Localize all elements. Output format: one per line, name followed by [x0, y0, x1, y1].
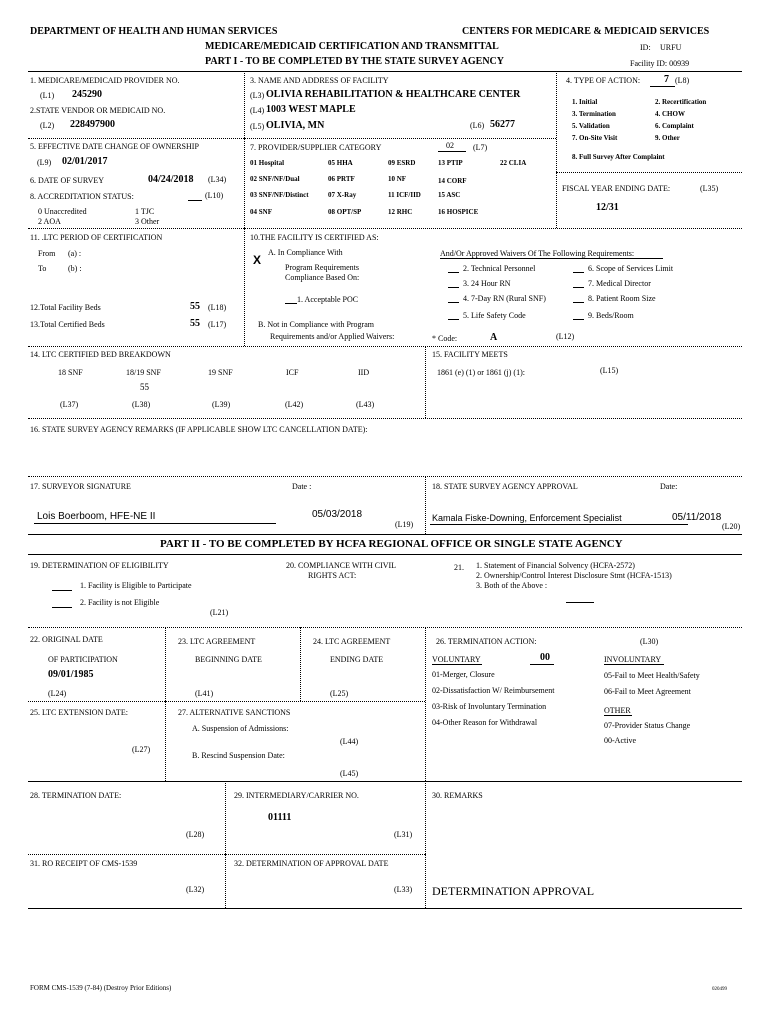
- s10-prog2: Compliance Based On:: [285, 273, 360, 282]
- s23-code: (L41): [195, 689, 214, 698]
- provider-category-value: 02: [446, 141, 454, 150]
- s27-a: A. Suspension of Admissions:: [192, 724, 289, 733]
- provider-no: 245290: [72, 89, 102, 100]
- s20-label: 20. COMPLIANCE WITH CIVIL: [286, 561, 397, 570]
- action-option: 2. Recertification: [655, 98, 707, 106]
- rule: [28, 554, 742, 555]
- divider: [244, 228, 245, 346]
- s24-label: 24. LTC AGREEMENT: [313, 637, 391, 646]
- surveyor-date: 05/03/2018: [312, 509, 363, 520]
- underline: [285, 303, 297, 304]
- divider: [28, 228, 742, 229]
- s16-label: 16. STATE SURVEY AGENCY REMARKS (IF APPLICABLE SHOW LTC CANCELLATION DATE):: [30, 425, 368, 434]
- divider: [244, 71, 245, 228]
- divider: [225, 854, 226, 908]
- code-label: * Code:: [432, 334, 458, 343]
- s24-sub: ENDING DATE: [330, 655, 384, 664]
- underline: [432, 664, 482, 665]
- s27-label: 27. ALTERNATIVE SANCTIONS: [178, 708, 291, 717]
- s6-code: (L34): [208, 175, 227, 184]
- waiver-item: 3. 24 Hour RN: [463, 279, 511, 288]
- s3-code-l6: (L6): [470, 121, 485, 130]
- eligibility-option: 2. Facility is not Eligible: [80, 598, 160, 607]
- waiver-item: 7. Medical Director: [588, 279, 651, 288]
- s27-b: B. Rescind Suspension Date:: [192, 751, 285, 760]
- category-option: 15 ASC: [438, 191, 461, 199]
- s24-code: (L25): [330, 689, 349, 698]
- divider: [425, 346, 426, 418]
- divider: [425, 627, 426, 781]
- divider: [28, 138, 244, 139]
- s17-date-label: Date :: [292, 482, 312, 491]
- category-option: 13 PTIP: [438, 159, 463, 167]
- s7-label: 7. PROVIDER/SUPPLIER CATEGORY: [250, 143, 382, 152]
- waiver-item: 9. Beds/Room: [588, 311, 634, 320]
- bed-col: 19 SNF: [208, 368, 233, 377]
- s18-date-label: Date:: [660, 482, 678, 491]
- form-number: FORM CMS-1539 (7-84) (Destroy Prior Editions): [30, 984, 172, 992]
- category-option: 10 NF: [388, 175, 407, 183]
- rule: [28, 534, 742, 535]
- s17-code: (L19): [395, 520, 414, 529]
- s17-label: 17. SURVEYOR SIGNATURE: [30, 482, 131, 491]
- approval-date: 05/11/2018: [672, 512, 722, 523]
- s27-c45: (L45): [340, 769, 359, 778]
- s3-code-l5: (L5): [250, 122, 265, 131]
- s22-sub: OF PARTICIPATION: [48, 655, 118, 664]
- divider: [28, 701, 425, 702]
- accred-option: 3 Other: [135, 217, 160, 226]
- form-code: 020499: [712, 987, 727, 992]
- centers-title: CENTERS FOR MEDICARE & MEDICAID SERVICES: [462, 26, 710, 37]
- s21-item: 3. Both of the Above :: [476, 581, 548, 590]
- voluntary-option: 01-Merger, Closure: [432, 670, 495, 679]
- s29-label: 29. INTERMEDIARY/CARRIER NO.: [234, 791, 359, 800]
- s22-label: 22. ORIGINAL DATE: [30, 635, 103, 644]
- category-option: 22 CLIA: [500, 159, 527, 167]
- voluntary-option: 02-Dissatisfaction W/ Reimbursement: [432, 686, 555, 695]
- underline: [52, 607, 72, 608]
- s11-from: From: [38, 249, 56, 258]
- s23-sub: BEGINNING DATE: [195, 655, 262, 664]
- fy-code: (L35): [700, 184, 719, 193]
- rule: [28, 781, 742, 782]
- divider: [425, 781, 426, 854]
- termination-action-value: 00: [540, 652, 550, 663]
- s28-code: (L28): [186, 830, 205, 839]
- code-value: A: [490, 332, 498, 343]
- s23-label: 23. LTC AGREEMENT: [178, 637, 256, 646]
- fy-value: 12/31: [596, 202, 619, 213]
- underline: [573, 287, 584, 288]
- underline: [650, 86, 675, 87]
- s21-label: 21.: [454, 563, 464, 572]
- accred-option: 2 AOA: [38, 217, 61, 226]
- action-option: 8. Full Survey After Complaint: [572, 153, 665, 161]
- voluntary-option: 03-Risk of Involuntary Termination: [432, 702, 547, 711]
- bed-code: (L37): [60, 400, 79, 409]
- type-of-action-value: 7: [664, 74, 669, 85]
- bed-col: 18/19 SNF: [126, 368, 161, 377]
- underline: [530, 664, 554, 665]
- approver-signature: Kamala Fiske-Downing, Enforcement Specialist: [432, 513, 622, 523]
- form-title: MEDICARE/MEDICAID CERTIFICATION AND TRANSMITTAL: [205, 41, 499, 52]
- s8-code: (L10): [205, 191, 224, 200]
- category-option: 12 RHC: [388, 208, 413, 216]
- action-option: 7. On-Site Visit: [572, 134, 618, 142]
- action-option: 9. Other: [655, 134, 680, 142]
- s26-label: 26. TERMINATION ACTION:: [436, 637, 537, 646]
- divider: [556, 71, 557, 228]
- divider: [28, 418, 742, 419]
- underline: [430, 524, 688, 525]
- s2-label: 2.STATE VENDOR OR MEDICAID NO.: [30, 106, 166, 115]
- involuntary-option: 05-Fail to Meet Health/Safety: [604, 671, 700, 680]
- s13-label: 13.Total Certified Beds: [30, 320, 105, 329]
- s28-label: 28. TERMINATION DATE:: [30, 791, 122, 800]
- s10-poc: 1. Acceptable POC: [297, 295, 359, 304]
- other-option: 00-Active: [604, 736, 636, 745]
- s11-to: To: [38, 264, 47, 273]
- s5-code: (L9): [37, 158, 52, 167]
- voluntary-label: VOLUNTARY: [432, 655, 481, 664]
- category-option: 03 SNF/NF/Distinct: [250, 191, 309, 199]
- facility-id: Facility ID: 00939: [630, 59, 690, 68]
- id-value: URFU: [660, 43, 682, 52]
- s7-code: (L7): [473, 143, 488, 152]
- id-label: ID:: [640, 43, 651, 52]
- s2-code: (L2): [40, 121, 55, 130]
- underline: [34, 523, 276, 524]
- waiver-item: 8. Patient Room Size: [588, 294, 656, 303]
- action-option: 5. Validation: [572, 122, 610, 130]
- determination-approval: DETERMINATION APPROVAL: [432, 884, 595, 898]
- underline: [438, 151, 466, 152]
- other-label: OTHER: [604, 706, 631, 715]
- s21-item: 1. Statement of Financial Solvency (HCFA-2572): [476, 561, 635, 570]
- s4-label: 4. TYPE OF ACTION:: [566, 76, 641, 85]
- s11-a: (a) :: [68, 249, 82, 258]
- waiver-item: 5. Life Safety Code: [463, 311, 526, 320]
- underline: [52, 590, 72, 591]
- bed-col: ICF: [286, 368, 299, 377]
- s31-code: (L32): [186, 885, 205, 894]
- facility-city: OLIVIA, MN: [266, 120, 325, 131]
- s31-label: 31. RO RECEIPT OF CMS-1539: [30, 859, 138, 868]
- bed-code: (L39): [212, 400, 231, 409]
- involuntary-option: 06-Fail to Meet Agreement: [604, 687, 691, 696]
- underline: [604, 715, 632, 716]
- divider: [165, 701, 166, 781]
- s19-label: 19. DETERMINATION OF ELIGIBILITY: [30, 561, 169, 570]
- s27-c44: (L44): [340, 737, 359, 746]
- divider: [425, 476, 426, 534]
- s1-label: 1. MEDICARE/MEDICAID PROVIDER NO.: [30, 76, 180, 85]
- s11-label: 11. .LTC PERIOD OF CERTIFICATION: [30, 233, 163, 242]
- fy-label: FISCAL YEAR ENDING DATE:: [562, 184, 671, 193]
- s10-b1: B. Not in Compliance with Program: [258, 320, 374, 329]
- divider: [425, 854, 426, 908]
- facility-zip: 56277: [490, 119, 515, 130]
- category-option: 14 CORF: [438, 177, 467, 185]
- underline: [448, 302, 459, 303]
- divider: [28, 346, 742, 347]
- s19-code: (L21): [210, 608, 229, 617]
- waiver-item: 4. 7-Day RN (Rural SNF): [463, 294, 546, 303]
- s3-label: 3. NAME AND ADDRESS OF FACILITY: [250, 76, 389, 85]
- surveyor-signature: Lois Boerboom, HFE-NE II: [37, 511, 156, 522]
- s30-label: 30. REMARKS: [432, 791, 483, 800]
- divider: [28, 476, 742, 477]
- involuntary-label: INVOLUNTARY: [604, 655, 662, 664]
- other-option: 07-Provider Status Change: [604, 721, 691, 730]
- waiver-item: 6. Scope of Services Limit: [588, 264, 674, 273]
- bed-code: (L43): [356, 400, 375, 409]
- bed-1819-value: 55: [140, 382, 149, 392]
- bed-col: IID: [358, 368, 370, 377]
- divider: [244, 138, 556, 139]
- s25-code: (L27): [132, 745, 151, 754]
- underline: [604, 664, 664, 665]
- compliance-mark: X: [253, 253, 262, 267]
- facility-name: OLIVIA REHABILITATION & HEALTHCARE CENTER: [266, 89, 521, 100]
- eligibility-option: 1. Facility is Eligible to Participate: [80, 581, 192, 590]
- divider: [300, 627, 301, 701]
- s29-code: (L31): [394, 830, 413, 839]
- s8-label: 8. ACCREDITATION STATUS:: [30, 192, 134, 201]
- s22-code: (L24): [48, 689, 67, 698]
- s18-code: (L20): [722, 522, 741, 531]
- underline: [573, 302, 584, 303]
- intermediary-no: 01111: [268, 812, 292, 823]
- s15-code: (L15): [600, 366, 619, 375]
- category-option: 01 Hospital: [250, 159, 285, 167]
- bed-col: 18 SNF: [58, 368, 83, 377]
- category-option: 02 SNF/NF/Dual: [250, 175, 300, 183]
- s18-label: 18. STATE SURVEY AGENCY APPROVAL: [432, 482, 578, 491]
- category-option: 06 PRTF: [328, 175, 355, 183]
- accred-option: 1 TJC: [135, 207, 155, 216]
- s3-code-l4: (L4): [250, 106, 265, 115]
- s26-code: (L30): [640, 637, 659, 646]
- rule: [28, 908, 742, 909]
- s15-label: 15. FACILITY MEETS: [432, 350, 508, 359]
- s10-b2: Requirements and/or Applied Waivers:: [270, 332, 395, 341]
- divider: [225, 781, 226, 854]
- divider: [556, 172, 742, 173]
- s12-code: (L18): [208, 303, 227, 312]
- category-option: 09 ESRD: [388, 159, 416, 167]
- s10-label: 10.THE FACILITY IS CERTIFIED AS:: [250, 233, 379, 242]
- underline: [566, 602, 594, 603]
- waiver-item: 2. Technical Personnel: [463, 264, 536, 273]
- original-date: 09/01/1985: [48, 669, 94, 680]
- certified-beds: 55: [190, 318, 200, 329]
- s1-code: (L1): [40, 91, 55, 100]
- s10-waivers: And/Or Approved Waivers Of The Following Requirements:: [440, 249, 635, 258]
- underline: [448, 287, 459, 288]
- action-option: 3. Termination: [572, 110, 616, 118]
- s25-label: 25. LTC EXTENSION DATE:: [30, 708, 128, 717]
- s11-b: (b) :: [68, 264, 82, 273]
- voluntary-option: 04-Other Reason for Withdrawal: [432, 718, 538, 727]
- action-option: 4. CHOW: [655, 110, 685, 118]
- s3-code-l3: (L3): [250, 91, 265, 100]
- divider: [28, 854, 425, 855]
- facility-street: 1003 WEST MAPLE: [266, 104, 356, 115]
- bed-code: (L38): [132, 400, 151, 409]
- category-option: 16 HOSPICE: [438, 208, 479, 216]
- part2-title: PART II - TO BE COMPLETED BY HCFA REGIONAL OFFICE OR SINGLE STATE AGENCY: [160, 538, 623, 550]
- s10-prog1: Program Requirements: [285, 263, 359, 272]
- divider: [28, 627, 742, 628]
- s10-a: A. In Compliance With: [268, 248, 343, 257]
- chow-date: 02/01/2017: [62, 156, 108, 167]
- underline: [573, 272, 584, 273]
- s12-label: 12.Total Facility Beds: [30, 303, 101, 312]
- action-option: 1. Initial: [572, 98, 598, 106]
- category-option: 04 SNF: [250, 208, 272, 216]
- rule: [28, 71, 742, 72]
- bed-code: (L42): [285, 400, 304, 409]
- s5-label: 5. EFFECTIVE DATE CHANGE OF OWNERSHIP: [30, 142, 199, 151]
- category-option: 07 X-Ray: [328, 191, 357, 199]
- underline: [440, 258, 663, 259]
- s4-code: (L8): [675, 76, 690, 85]
- vendor-no: 228497900: [70, 119, 115, 130]
- underline: [573, 319, 584, 320]
- category-option: 08 OPT/SP: [328, 208, 362, 216]
- category-option: 05 HHA: [328, 159, 353, 167]
- part1-title: PART I - TO BE COMPLETED BY THE STATE SURVEY AGENCY: [205, 56, 504, 67]
- s21-item: 2. Ownership/Control Interest Disclosure Stmt (HCFA-1513): [476, 571, 672, 580]
- s14-label: 14. LTC CERTIFIED BED BREAKDOWN: [30, 350, 171, 359]
- accred-option: 0 Unaccredited: [38, 207, 87, 216]
- total-beds: 55: [190, 301, 200, 312]
- dept-title: DEPARTMENT OF HEALTH AND HUMAN SERVICES: [30, 26, 278, 37]
- category-option: 11 ICF/IID: [388, 191, 421, 199]
- s15-line: 1861 (e) (1) or 1861 (j) (1):: [437, 368, 525, 377]
- s32-label: 32. DETERMINATION OF APPROVAL DATE: [234, 859, 389, 868]
- action-option: 6. Complaint: [655, 122, 694, 130]
- underline: [448, 319, 459, 320]
- code-l12: (L12): [556, 332, 575, 341]
- s13-code: (L17): [208, 320, 227, 329]
- survey-date: 04/24/2018: [148, 174, 194, 185]
- s6-label: 6. DATE OF SURVEY: [30, 176, 105, 185]
- s20-label2: RIGHTS ACT:: [308, 571, 357, 580]
- underline: [448, 272, 459, 273]
- divider: [165, 627, 166, 701]
- s32-code: (L33): [394, 885, 413, 894]
- underline: [188, 200, 202, 201]
